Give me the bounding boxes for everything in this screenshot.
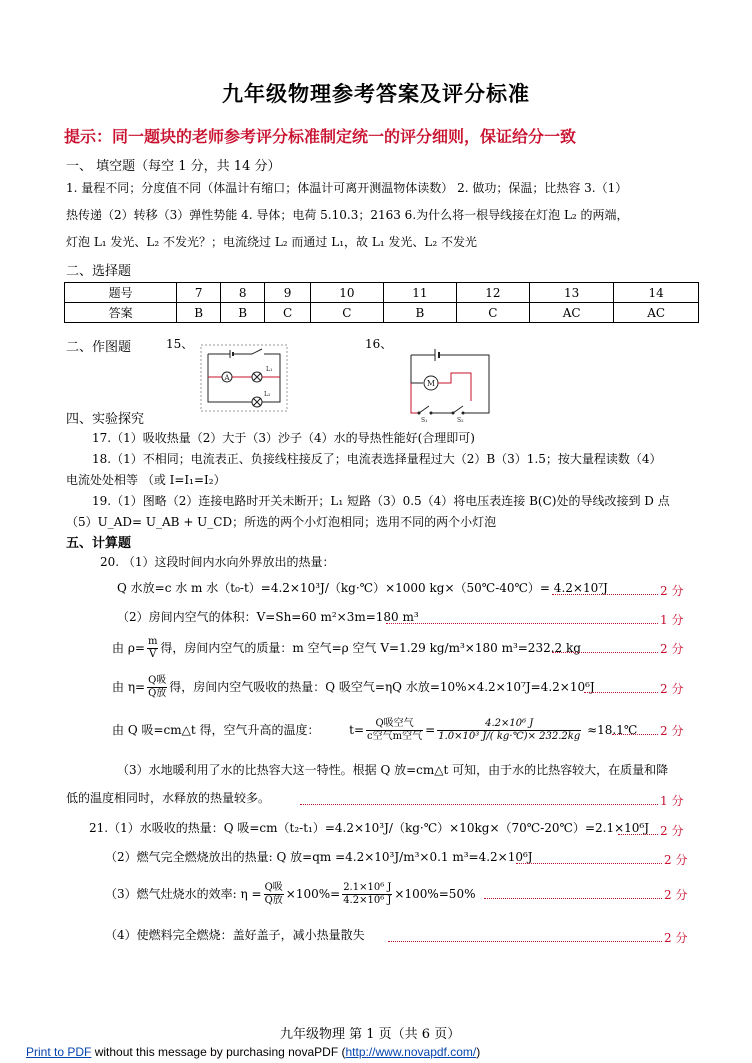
q21-part2: （2）燃气完全燃烧放出的热量: Q 放=qm =4.2×10³J/m³×0.1 m³=4.2×10⁶J	[105, 850, 533, 864]
score-label: 1 分	[660, 613, 684, 627]
q16-label: 16、	[365, 337, 393, 351]
table-cell: C	[265, 303, 311, 323]
score-label: 2 分	[660, 584, 684, 598]
formula-prefix: 由 ρ=	[112, 641, 145, 655]
fraction-denominator: 1.0×10³ J/( kg·℃)× 232.2kg	[438, 731, 581, 742]
score-label: 2 分	[660, 642, 684, 656]
fraction-numerator: m	[147, 636, 158, 647]
q20-part5: 由 Q 吸=cm△t 得，空气升高的温度： t= $\frac{\text{Q吸空气}}{\text{c空气m空气}}$ = $\frac{\text{4.2×10⁶ J}}{\text{1.0×10³ J/( kg·℃)× 232.2kg}}$ ≈18.1℃	[112, 718, 638, 742]
novapdf-message: without this message by purchasing novaPDF (	[91, 1045, 346, 1059]
temperature-value-fraction	[437, 718, 581, 743]
page-footer: 九年级物理 第 1 页（共 6 页）	[280, 1027, 461, 1042]
novapdf-end: )	[476, 1045, 481, 1059]
q20-part3	[112, 636, 581, 661]
table-header-cell: 题号	[65, 283, 177, 303]
efficiency-fraction	[264, 882, 284, 907]
score-label: 1 分	[660, 794, 684, 808]
formula-mid: ×100%=	[285, 887, 341, 901]
q15-label: 15、	[166, 337, 194, 351]
dotted-leader	[386, 623, 658, 624]
fraction-denominator: Q放	[264, 895, 283, 906]
table-cell: 9	[265, 283, 311, 303]
temperature-fraction	[366, 718, 423, 743]
score-label: 2 分	[660, 724, 684, 738]
ammeter-label: A	[224, 374, 230, 382]
circuit-diagram-15	[200, 344, 290, 414]
page-title: 九年级物理参考答案及评分标准	[222, 81, 530, 106]
table-cell: 11	[383, 283, 456, 303]
section3-heading: 二、作图题	[66, 340, 132, 355]
fraction-numerator: Q吸	[264, 882, 283, 893]
table-header-cell: 答案	[65, 303, 177, 323]
answer-table	[64, 282, 699, 323]
dotted-leader	[618, 834, 658, 835]
table-cell: 14	[614, 283, 699, 303]
table-cell: 12	[456, 283, 529, 303]
lamp-l2-label: L₂	[264, 391, 271, 398]
table-row	[65, 283, 699, 303]
q18-text-line2: 电流处处相等 （或 I=I₁=I₂）	[66, 473, 226, 487]
table-row	[65, 303, 699, 323]
formula-text: 得，房间内空气的质量：m 空气=ρ 空气 V=1.29 kg/m³×180 m³=232.2 kg	[160, 641, 581, 655]
table-cell: B	[177, 303, 221, 323]
q20-eq1: Q 水放=c 水 m 水（t₀-t）=4.2×10³J/（kg·℃）×1000 kg×（50℃-40℃）= 4.2×10⁷J	[117, 581, 608, 595]
q20-intro: 20. （1）这段时间内水向外界放出的热量：	[100, 555, 335, 569]
dotted-leader	[612, 734, 658, 735]
q21-part3	[105, 882, 475, 907]
section1-heading: 一、 填空题（每空 1 分，共 14 分）	[66, 159, 281, 174]
formula-t: t=	[349, 723, 365, 737]
formula-prefix: 由 η=	[112, 680, 146, 694]
table-cell: C	[310, 303, 383, 323]
fraction-numerator: 4.2×10⁶ J	[437, 718, 581, 731]
density-fraction	[147, 636, 158, 661]
efficiency-fraction	[147, 675, 167, 700]
formula-prefix: 由 Q 吸=cm△t 得，空气升高的温度：	[112, 723, 320, 737]
section5-heading: 五、计算题	[66, 536, 132, 551]
novapdf-url-link[interactable]: http://www.novapdf.com/	[345, 1045, 477, 1059]
lamp-l1-label: L₁	[266, 366, 273, 373]
score-label: 2 分	[660, 824, 684, 838]
formula-result: ≈18.1℃	[587, 723, 638, 737]
score-label: 2 分	[664, 931, 688, 945]
dotted-leader	[552, 594, 658, 595]
motor-label: M	[426, 379, 436, 388]
table-cell: B	[221, 303, 265, 323]
hint-text: 提示：同一题块的老师参考评分标准制定统一的评分细则，保证给分一致	[64, 127, 577, 146]
dotted-leader	[516, 863, 662, 864]
table-cell: 10	[310, 283, 383, 303]
fraction-denominator: 4.2×10⁶ J	[343, 895, 392, 906]
efficiency-value-fraction	[342, 882, 392, 907]
q19-text-line1: 19.（1）图略（2）连接电路时开关未断开；L₁ 短路（3）0.5（4）将电压表连接 B(C)处的导线改接到 D 点	[92, 494, 670, 508]
q20-part4	[112, 675, 595, 700]
q18-text-line1: 18.（1）不相同；电流表正、负接线柱接反了；电流表选择量程过大（2）B（3）1.5；按大量程读数（4）	[92, 452, 662, 466]
score-label: 2 分	[664, 888, 688, 902]
score-label: 2 分	[664, 853, 688, 867]
score-label: 2 分	[660, 682, 684, 696]
dotted-leader	[300, 804, 658, 805]
formula-text: 得，房间内空气吸收的热量：Q 吸空气=ηQ 水放=10%×4.2×10⁷J=4.2×10⁶J	[169, 680, 595, 694]
section2-heading: 二、选择题	[66, 264, 132, 279]
table-cell: 7	[177, 283, 221, 303]
fraction-numerator: Q吸空气	[366, 718, 423, 731]
fraction-denominator: V	[149, 649, 157, 660]
table-cell: 13	[529, 283, 614, 303]
switch-s1-label: S₁	[421, 417, 428, 424]
dotted-leader	[552, 652, 658, 653]
circuit-diagram-16	[405, 343, 497, 424]
print-to-pdf-link[interactable]: Print to PDF	[26, 1045, 92, 1059]
table-cell: AC	[614, 303, 699, 323]
table-cell: AC	[529, 303, 614, 323]
table-cell: B	[383, 303, 456, 323]
dotted-leader	[584, 692, 658, 693]
q21-part4: （4）使燃料完全燃烧：盖好盖子，减小热量散失	[105, 928, 365, 942]
dotted-leader	[484, 898, 662, 899]
switch-s2-label: S₂	[457, 417, 464, 424]
section1-line3: 灯泡 L₁ 发光、L₂ 不发光？；电流绕过 L₂ 而通过 L₁，故 L₁ 发光、L₂ 不发光	[66, 235, 478, 249]
formula-end: ×100%=50%	[394, 887, 476, 901]
q20-part2: （2）房间内空气的体积：V=Sh=60 m²×3m=180 m³	[117, 610, 419, 624]
table-cell: 8	[221, 283, 265, 303]
section1-line1: 1. 量程不同；分度值不同（体温计有缩口；体温计可离开测温物体读数） 2. 做功；保温；比热容 3.（1）	[66, 181, 628, 195]
section1-line2: 热传递（2）转移（3）弹性势能 4. 导体；电荷 5.10.3；2163 6.为什么将一根导线接在灯泡 L₂ 的两端，	[66, 208, 629, 222]
q17-text: 17.（1）吸收热量（2）大于（3）沙子（4）水的导热性能好(合理即可)	[92, 431, 475, 445]
fraction-denominator: Q放	[148, 688, 167, 699]
dotted-leader	[388, 941, 662, 942]
q20-part6-line2: 低的温度相同时，水释放的热量较多。	[66, 791, 271, 805]
fraction-numerator: Q吸	[148, 675, 167, 686]
section4-heading: 四、实验探究	[66, 412, 145, 427]
q20-part6-line1: （3）水地暖利用了水的比热容大这一特性。根据 Q 放=cm△t 可知，由于水的比热容较大，在质量和降	[117, 763, 669, 777]
fraction-denominator: c空气m空气	[367, 731, 423, 742]
novapdf-banner	[26, 1045, 480, 1059]
q19-text-line2: （5）U_AD= U_AB + U_CD；所选的两个小灯泡相同；选用不同的两个小灯泡	[66, 515, 497, 529]
q21-part1: 21.（1）水吸收的热量：Q 吸=cm（t₂-t₁）=4.2×10³J/（kg·℃）×10kg×（70℃-20℃）=2.1×10⁶J	[89, 821, 650, 835]
formula-prefix: （3）燃气灶烧水的效率: η =	[105, 887, 262, 901]
table-cell: C	[456, 303, 529, 323]
fraction-numerator: 2.1×10⁶ J	[343, 882, 392, 893]
